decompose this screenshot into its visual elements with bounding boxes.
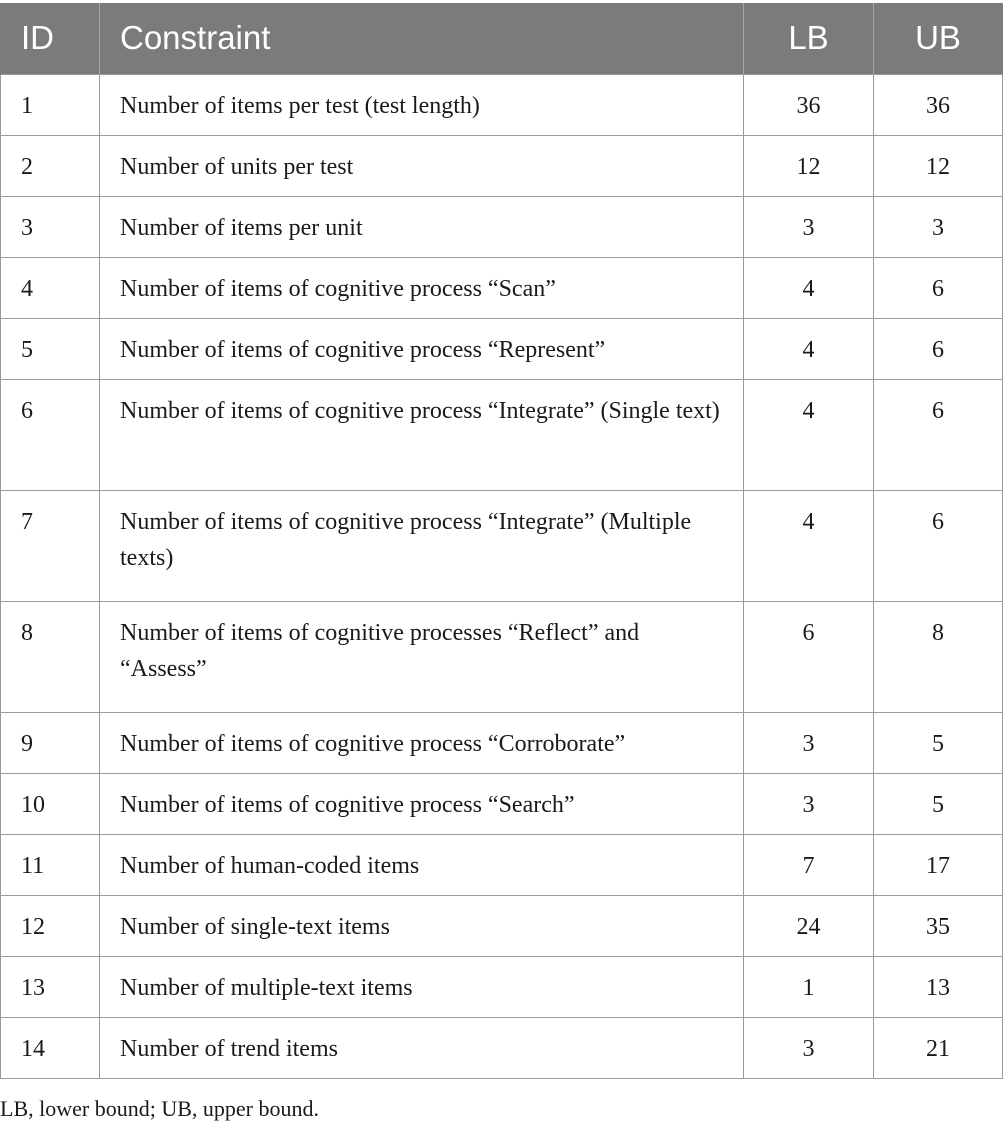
cell-lb: 3 [744,196,874,257]
cell-id: 5 [1,318,100,379]
table-row [1,712,1003,773]
cell-lb: 4 [744,257,874,318]
cell-ub: 12 [874,135,1003,196]
cell-constraint: Number of single-text items [100,895,744,956]
cell-ub: 6 [874,490,1003,601]
cell-id: 13 [1,956,100,1017]
cell-constraint: Number of items of cognitive processes “Reflect” and “Assess” [100,601,744,712]
cell-constraint: Number of items of cognitive process “Scan” [100,257,744,318]
cell-lb: 12 [744,135,874,196]
table-row [1,135,1003,196]
cell-id: 12 [1,895,100,956]
table-row [1,257,1003,318]
cell-lb: 24 [744,895,874,956]
header-row [1,3,1003,74]
cell-constraint: Number of items per unit [100,196,744,257]
table-row [1,490,1003,601]
table-row [1,601,1003,712]
cell-lb: 3 [744,1017,874,1078]
cell-constraint: Number of units per test [100,135,744,196]
cell-ub: 6 [874,318,1003,379]
table-row [1,895,1003,956]
cell-lb: 1 [744,956,874,1017]
cell-id: 8 [1,601,100,712]
cell-id: 2 [1,135,100,196]
table-row [1,834,1003,895]
table-row [1,318,1003,379]
table-row [1,379,1003,490]
cell-constraint: Number of items of cognitive process “Search” [100,773,744,834]
cell-lb: 4 [744,318,874,379]
cell-ub: 6 [874,379,1003,490]
cell-constraint: Number of items per test (test length) [100,74,744,135]
table-header [1,3,1003,74]
table-footnote: LB, lower bound; UB, upper bound. [0,1096,319,1121]
header-ub: UB [874,3,1003,74]
cell-constraint: Number of items of cognitive process “Integrate” (Multiple texts) [100,490,744,601]
cell-constraint: Number of human-coded items [100,834,744,895]
cell-constraint: Number of trend items [100,1017,744,1078]
cell-constraint: Number of items of cognitive process “Corroborate” [100,712,744,773]
cell-id: 4 [1,257,100,318]
table-row [1,773,1003,834]
cell-lb: 4 [744,379,874,490]
cell-ub: 3 [874,196,1003,257]
cell-ub: 21 [874,1017,1003,1078]
cell-lb: 6 [744,601,874,712]
table-row [1,74,1003,135]
cell-id: 10 [1,773,100,834]
cell-lb: 3 [744,712,874,773]
cell-id: 7 [1,490,100,601]
cell-id: 9 [1,712,100,773]
cell-ub: 36 [874,74,1003,135]
header-id: ID [1,3,100,74]
cell-id: 11 [1,834,100,895]
constraints-table [0,3,1003,1079]
table-row [1,196,1003,257]
table-body [1,74,1003,1078]
cell-ub: 6 [874,257,1003,318]
cell-lb: 4 [744,490,874,601]
cell-constraint: Number of items of cognitive process “Integrate” (Single text) [100,379,744,490]
cell-ub: 13 [874,956,1003,1017]
table-row [1,956,1003,1017]
cell-lb: 7 [744,834,874,895]
cell-id: 14 [1,1017,100,1078]
cell-ub: 5 [874,712,1003,773]
cell-constraint: Number of items of cognitive process “Represent” [100,318,744,379]
cell-ub: 17 [874,834,1003,895]
cell-id: 3 [1,196,100,257]
cell-constraint: Number of multiple-text items [100,956,744,1017]
cell-ub: 5 [874,773,1003,834]
cell-ub: 35 [874,895,1003,956]
cell-ub: 8 [874,601,1003,712]
cell-lb: 3 [744,773,874,834]
cell-lb: 36 [744,74,874,135]
table-row [1,1017,1003,1078]
cell-id: 1 [1,74,100,135]
cell-id: 6 [1,379,100,490]
header-constraint: Constraint [100,3,744,74]
header-lb: LB [744,3,874,74]
